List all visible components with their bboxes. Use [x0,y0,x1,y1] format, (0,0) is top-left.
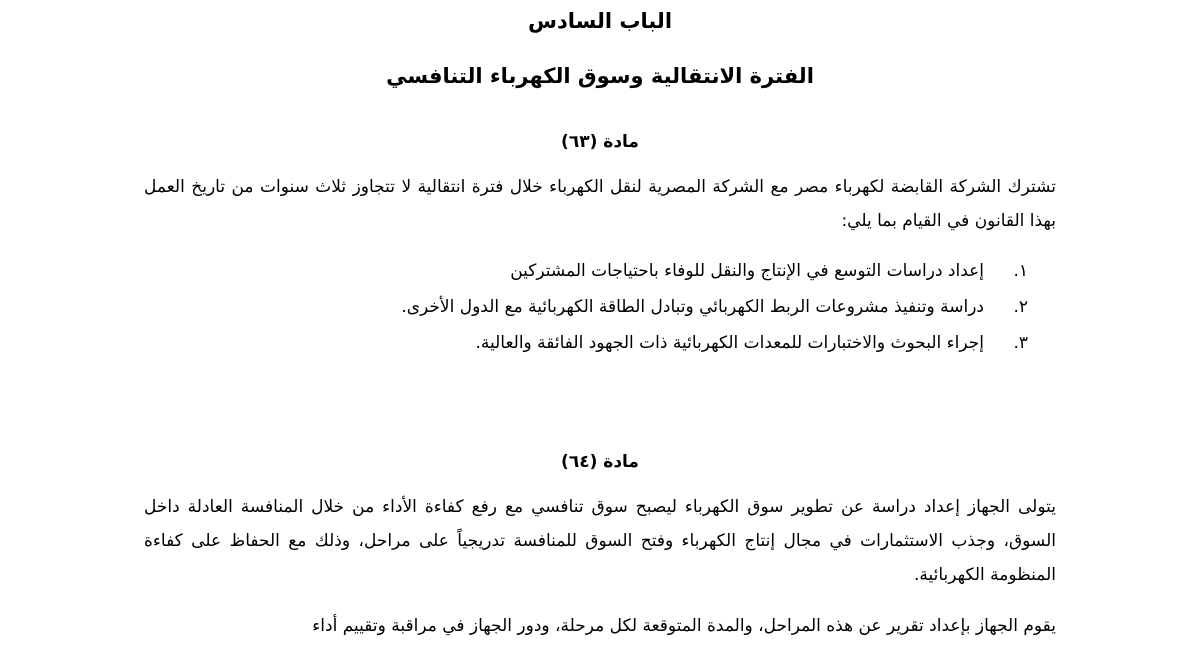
list-item-text: إعداد دراسات التوسع في الإنتاج والنقل للوفاء باحتياجات المشتركين [510,261,984,281]
article-64-paragraph-2: يقوم الجهاز بإعداد تقرير عن هذه المراحل، والمدة المتوقعة لكل مرحلة، ودور الجهاز في مراقبة وتقييم أداء [312,616,1056,636]
list-item-number: ١. [1013,261,1028,281]
list-item [144,256,1028,292]
list-item [144,292,1028,328]
chapter-title: الباب السادس [527,9,673,33]
list-item-text: دراسة وتنفيذ مشروعات الربط الكهربائي وتبادل الطاقة الكهربائية مع الدول الأخرى. [401,297,984,317]
list-item-text: إجراء البحوث والاختبارات للمعدات الكهربائية ذات الجهود الفائقة والعالية. [475,333,984,353]
article-64-paragraph-1: يتولى الجهاز إعداد دراسة عن تطوير سوق الكهرباء ليصبح سوق تنافسي مع رفع كفاءة الأداء من خلال المنافسة العادلة داخل السوق، وجذب الاستثمارات في مجال إنتاج الكهرباء وفتح السوق للمنافسة تدريجياً على مراحل، وذلك مع الحفاظ على كفاءة المنظومة الكهربائية. [144,497,1056,585]
list-item-number: ٣. [1013,333,1028,353]
article-64-title: مادة (٦٤) [561,452,639,472]
list-item [144,328,1028,364]
list-item-number: ٢. [1013,297,1028,317]
article-63-paragraph: تشترك الشركة القابضة لكهرباء مصر مع الشركة المصرية لنقل الكهرباء خلال فترة انتقالية لا تتجاوز ثلاث سنوات من تاريخ العمل بهذا القانون في القيام بما يلي: [144,177,1056,231]
article-63-list [144,256,1028,364]
section-title: الفترة الانتقالية وسوق الكهرباء التنافسي [386,64,814,88]
document-page [144,0,1056,646]
article-63-title: مادة (٦٣) [561,132,639,152]
